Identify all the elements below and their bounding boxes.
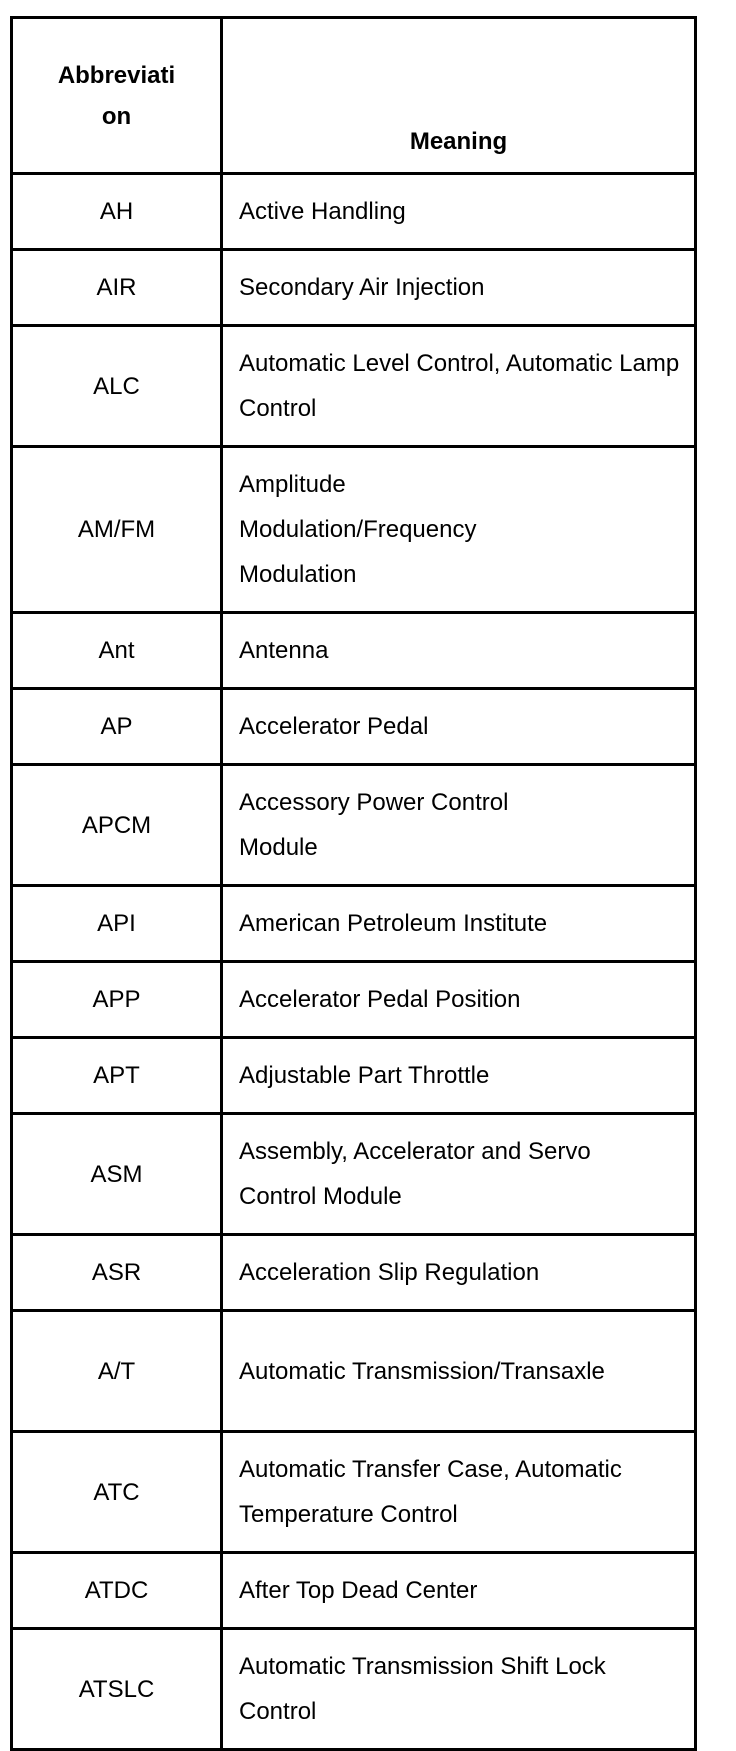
meaning-cell: Automatic Transfer Case, Automatic Temperature Control	[222, 1432, 696, 1553]
meaning-cell: Automatic Level Control, Automatic Lamp Control	[222, 326, 696, 447]
abbreviation-table	[10, 16, 697, 1751]
meaning-cell: Active Handling	[222, 174, 696, 250]
abbreviation-cell: ASM	[12, 1114, 222, 1235]
meaning-cell: American Petroleum Institute	[222, 886, 696, 962]
table-row	[12, 886, 696, 962]
table-row	[12, 1553, 696, 1629]
meaning-cell: Adjustable Part Throttle	[222, 1038, 696, 1114]
abbreviation-cell: AP	[12, 689, 222, 765]
meaning-cell: Automatic Transmission/Transaxle	[222, 1311, 696, 1432]
table-row	[12, 174, 696, 250]
table-row	[12, 250, 696, 326]
abbreviation-cell: ALC	[12, 326, 222, 447]
abbreviation-cell: AM/FM	[12, 447, 222, 613]
meaning-cell: Secondary Air Injection	[222, 250, 696, 326]
table-row	[12, 1629, 696, 1750]
table-row	[12, 1114, 696, 1235]
table-body	[12, 174, 696, 1750]
header-abbreviation: Abbreviati on	[12, 18, 222, 174]
abbreviation-cell: ASR	[12, 1235, 222, 1311]
abbreviation-cell: A/T	[12, 1311, 222, 1432]
abbreviation-cell: API	[12, 886, 222, 962]
table-row	[12, 1311, 696, 1432]
meaning-cell: Accessory Power Control Module	[222, 765, 696, 886]
table-row	[12, 613, 696, 689]
meaning-cell: Acceleration Slip Regulation	[222, 1235, 696, 1311]
abbreviation-cell: ATDC	[12, 1553, 222, 1629]
table-row	[12, 1038, 696, 1114]
abbreviation-cell: APCM	[12, 765, 222, 886]
meaning-cell: Antenna	[222, 613, 696, 689]
abbreviation-cell: ATSLC	[12, 1629, 222, 1750]
table-header-row	[12, 18, 696, 174]
abbreviation-cell: AH	[12, 174, 222, 250]
abbreviation-cell: AIR	[12, 250, 222, 326]
abbreviation-cell: Ant	[12, 613, 222, 689]
header-meaning: Meaning	[222, 18, 696, 174]
table-row	[12, 1235, 696, 1311]
abbreviation-cell: ATC	[12, 1432, 222, 1553]
table-row	[12, 326, 696, 447]
meaning-cell: Accelerator Pedal	[222, 689, 696, 765]
meaning-cell: Automatic Transmission Shift Lock Control	[222, 1629, 696, 1750]
abbreviation-cell: APP	[12, 962, 222, 1038]
meaning-cell: Accelerator Pedal Position	[222, 962, 696, 1038]
abbreviation-cell: APT	[12, 1038, 222, 1114]
table-row	[12, 765, 696, 886]
table-row	[12, 1432, 696, 1553]
meaning-cell: After Top Dead Center	[222, 1553, 696, 1629]
table-row	[12, 962, 696, 1038]
meaning-cell: Amplitude Modulation/Frequency Modulation	[222, 447, 696, 613]
table-row	[12, 689, 696, 765]
table-row	[12, 447, 696, 613]
meaning-cell: Assembly, Accelerator and Servo Control Module	[222, 1114, 696, 1235]
